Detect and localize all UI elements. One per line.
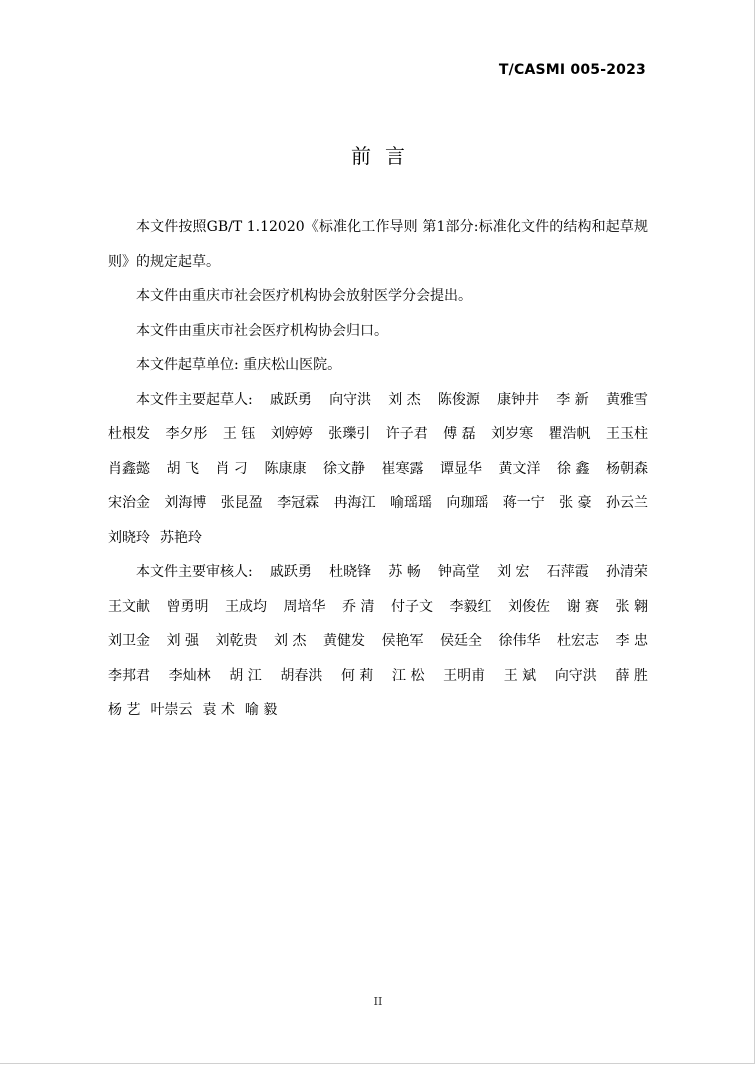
name: 曾勇明 — [166, 598, 209, 615]
name: 刘俊佐 — [508, 598, 551, 615]
name: 刘婷婷 — [270, 426, 313, 442]
name: 蒋一宁 — [502, 495, 545, 511]
name: 黄健发 — [322, 633, 365, 649]
name: 刘卫金 — [108, 633, 150, 649]
name: 陈俊源 — [437, 391, 480, 408]
name: 胡 飞 — [166, 460, 199, 477]
reviewers-name-row — [108, 590, 648, 625]
name: 孙云兰 — [605, 495, 648, 511]
paragraph: 本文件起草单位: 重庆松山医院。 — [136, 357, 342, 373]
name: 王玉柱 — [605, 426, 648, 442]
name: 石萍霞 — [546, 564, 589, 580]
name: 张瓅引 — [328, 426, 371, 442]
name: 肖鑫懿 — [108, 460, 150, 477]
name: 叶崇云 — [150, 702, 193, 718]
name: 刘晓玲 — [108, 529, 150, 546]
name: 李 忠 — [615, 633, 648, 649]
name: 张昆盈 — [220, 495, 263, 511]
name: 宋治金 — [108, 495, 150, 511]
name: 江 松 — [392, 667, 425, 684]
name: 谭显华 — [440, 460, 482, 477]
name: 胡春洪 — [280, 667, 323, 684]
name: 李毅红 — [449, 598, 492, 615]
name: 袁 术 — [202, 702, 235, 718]
name: 杜宏志 — [557, 633, 600, 649]
paragraph: 本文件按照GB/T 1.12020《标准化工作导则 第1部分:标准化文件的结构和起草规则》的规定起草。 — [108, 219, 648, 270]
document-code: T/CASMI 005-2023 — [498, 62, 646, 78]
name: 刘海博 — [164, 495, 207, 511]
name: 李邦君 — [108, 667, 150, 684]
name: 瞿浩帆 — [548, 426, 591, 442]
name: 黄文洋 — [498, 460, 541, 477]
name: 刘 宏 — [497, 564, 530, 580]
name: 王明甫 — [443, 667, 486, 684]
name: 杨朝森 — [606, 460, 648, 477]
name: 李 新 — [556, 391, 589, 408]
name: 傅 磊 — [443, 426, 476, 442]
reviewers-section — [108, 555, 648, 728]
drafters-name-row — [108, 417, 648, 452]
name: 戚跃勇 — [269, 391, 312, 408]
name: 周培华 — [283, 598, 326, 615]
name: 苏 畅 — [388, 564, 421, 580]
name: 李夕彤 — [165, 426, 208, 442]
name: 王文献 — [108, 598, 150, 615]
name: 胡 江 — [229, 667, 262, 684]
drafters-name-row — [108, 486, 648, 521]
name: 杨 艺 — [108, 702, 141, 718]
page-number: II — [373, 995, 383, 1008]
name: 苏艳玲 — [160, 529, 202, 546]
name: 刘 杰 — [388, 391, 421, 408]
drafters-first-line — [108, 383, 648, 418]
name: 向珈瑶 — [446, 495, 489, 511]
name: 王 斌 — [503, 667, 537, 684]
name: 刘 强 — [166, 633, 199, 649]
paragraph: 本文件由重庆市社会医疗机构协会归口。 — [136, 322, 388, 339]
name: 孙清荣 — [605, 564, 648, 580]
name: 谢 赛 — [566, 598, 600, 615]
name: 刘 杰 — [274, 633, 307, 649]
name: 徐 鑫 — [557, 460, 590, 477]
reviewers-name-row — [108, 693, 648, 728]
name: 侯廷全 — [440, 633, 482, 649]
name: 侯艳军 — [381, 633, 424, 649]
drafters-label: 本文件主要起草人: — [136, 391, 253, 408]
name: 薛 胜 — [615, 667, 648, 684]
name: 李灿林 — [168, 667, 211, 684]
name: 王 钰 — [222, 426, 256, 442]
name: 杜晓锋 — [329, 564, 372, 580]
name: 康钟井 — [497, 391, 540, 408]
name: 刘乾贵 — [215, 633, 258, 649]
name: 喻瑶瑶 — [389, 495, 432, 511]
document-body — [108, 210, 648, 728]
name: 钟高堂 — [437, 564, 480, 580]
name: 何 莉 — [340, 667, 374, 684]
page-title: 前言 — [351, 144, 419, 168]
name: 向守洪 — [554, 667, 597, 684]
name: 徐伟华 — [498, 633, 541, 649]
paragraph: 本文件由重庆市社会医疗机构协会放射医学分会提出。 — [136, 288, 472, 304]
name: 乔 清 — [342, 598, 375, 615]
name: 黄雅雪 — [605, 391, 648, 408]
drafters-name-row — [108, 452, 648, 487]
reviewers-name-row — [108, 659, 648, 694]
name: 李冠霖 — [277, 495, 320, 511]
reviewers-label: 本文件主要审核人: — [136, 564, 253, 580]
reviewers-name-row — [108, 624, 648, 659]
name: 徐文静 — [322, 460, 365, 477]
name: 喻 毅 — [244, 702, 278, 718]
name: 杜根发 — [108, 426, 150, 442]
name: 张 翱 — [615, 598, 648, 615]
name: 张 豪 — [559, 495, 592, 511]
name: 许子君 — [385, 426, 428, 442]
name: 向守洪 — [329, 391, 372, 408]
name: 付子文 — [391, 598, 434, 615]
name: 崔寒露 — [381, 460, 424, 477]
name: 戚跃勇 — [269, 564, 312, 580]
name: 冉海江 — [333, 495, 376, 511]
name: 王成均 — [225, 598, 268, 615]
drafters-section — [108, 383, 648, 556]
name: 刘岁寒 — [491, 426, 534, 442]
drafters-name-row — [108, 521, 648, 556]
reviewers-first-line — [108, 555, 648, 590]
name: 陈康康 — [264, 460, 307, 477]
name: 肖 刁 — [215, 460, 248, 477]
